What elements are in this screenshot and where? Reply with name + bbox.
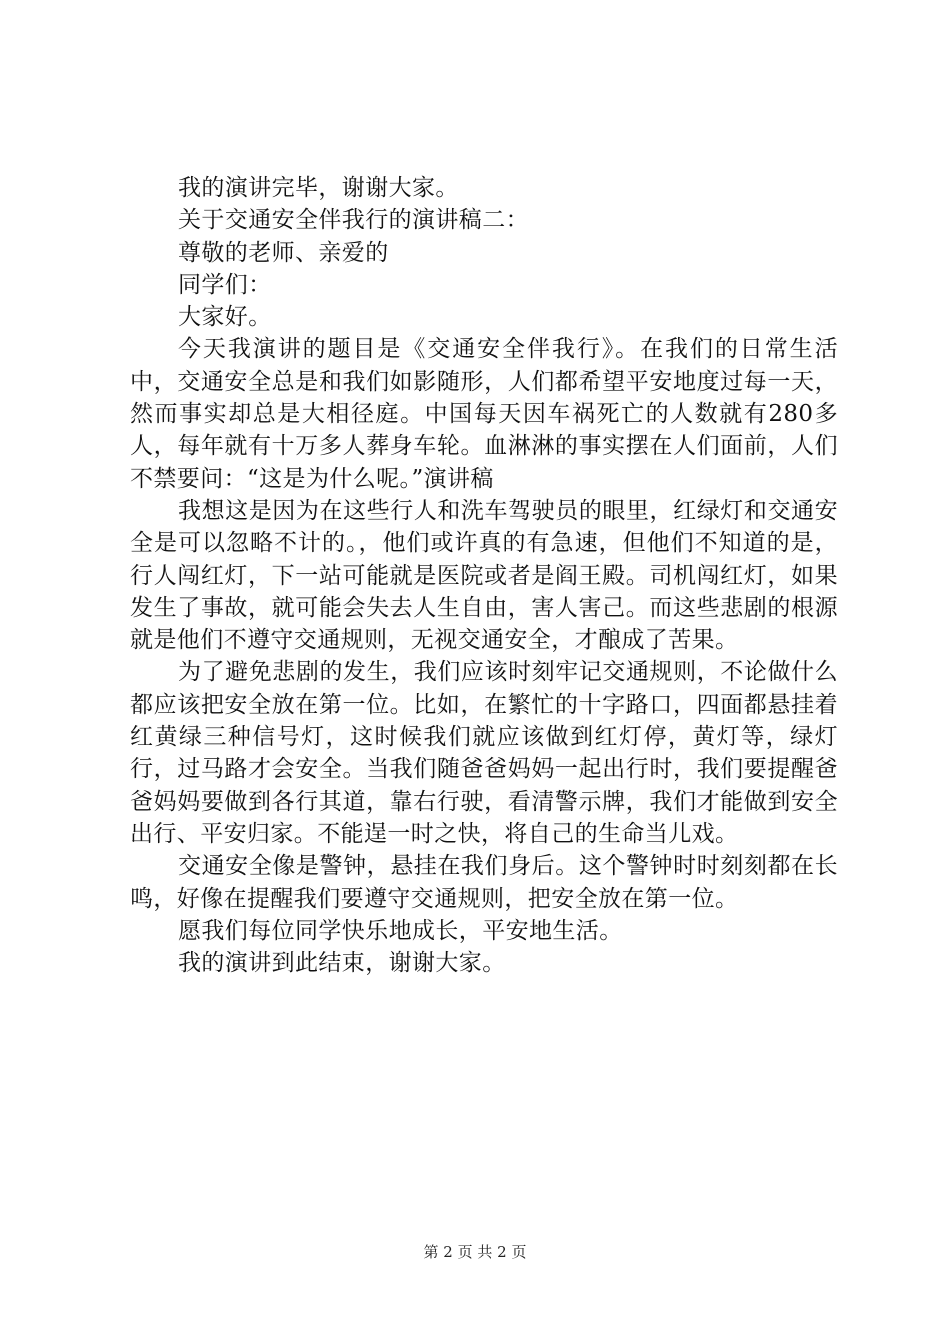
page-footer: 第 2 页 共 2 页 (423, 1243, 527, 1261)
salutation-line-continued: 同学们： (178, 271, 272, 298)
section-title: 关于交通安全伴我行的演讲稿二： (178, 207, 529, 234)
wish-line: 愿我们每位同学快乐地成长，平安地生活。 (178, 917, 623, 944)
salutation-line: 尊敬的老师、亲爱的 (178, 239, 389, 266)
body-paragraph: 我想这是因为在这些行人和洗车驾驶员的眼里，红绿灯和交通安全是可以忽略不计的。，他们或许真的有急速，但他们不知道的是，行人闯红灯，下一站可能就是医院或者是阎王殿。司机闯红灯，如果发生了事故，就可能会失去人生自由，害人害己。而这些悲剧的根源就是他们不遵守交通规则，无视交通安全，才酿成了苦果。 (130, 497, 838, 654)
ending-line: 我的演讲到此结束，谢谢大家。 (178, 950, 506, 977)
greeting: 大家好。 (178, 304, 272, 331)
body-paragraph: 为了避免悲剧的发生，我们应该时刻牢记交通规则，不论做什么都应该把安全放在第一位。比如，在繁忙的十字路口，四面都悬挂着红黄绿三种信号灯，这时候我们就应该做到红灯停，黄灯等，绿灯行，过马路才会安全。当我们随爸爸妈妈一起出行时，我们要提醒爸爸妈妈要做到各行其道，靠右行驶，看清警示牌，我们才能做到安全出行、平安归家。不能逞一时之快，将自己的生命当儿戏。 (130, 659, 838, 847)
document-body (130, 172, 838, 979)
closing-line: 我的演讲完毕，谢谢大家。 (178, 175, 459, 201)
body-paragraph: 交通安全像是警钟，悬挂在我们身后。这个警钟时时刻刻都在长鸣，好像在提醒我们要遵守交通规则，把安全放在第一位。 (130, 853, 838, 912)
body-paragraph: 今天我演讲的题目是《交通安全伴我行》。在我们的日常生活中，交通安全总是和我们如影随形，人们都希望平安地度过每一天，然而事实却总是大相径庭。中国每天因车祸死亡的人数就有280多人，每年就有十万多人葬身车轮。血淋淋的事实摆在人们面前，人们不禁要问：“这是为什么呢。”演讲稿 (130, 336, 838, 492)
